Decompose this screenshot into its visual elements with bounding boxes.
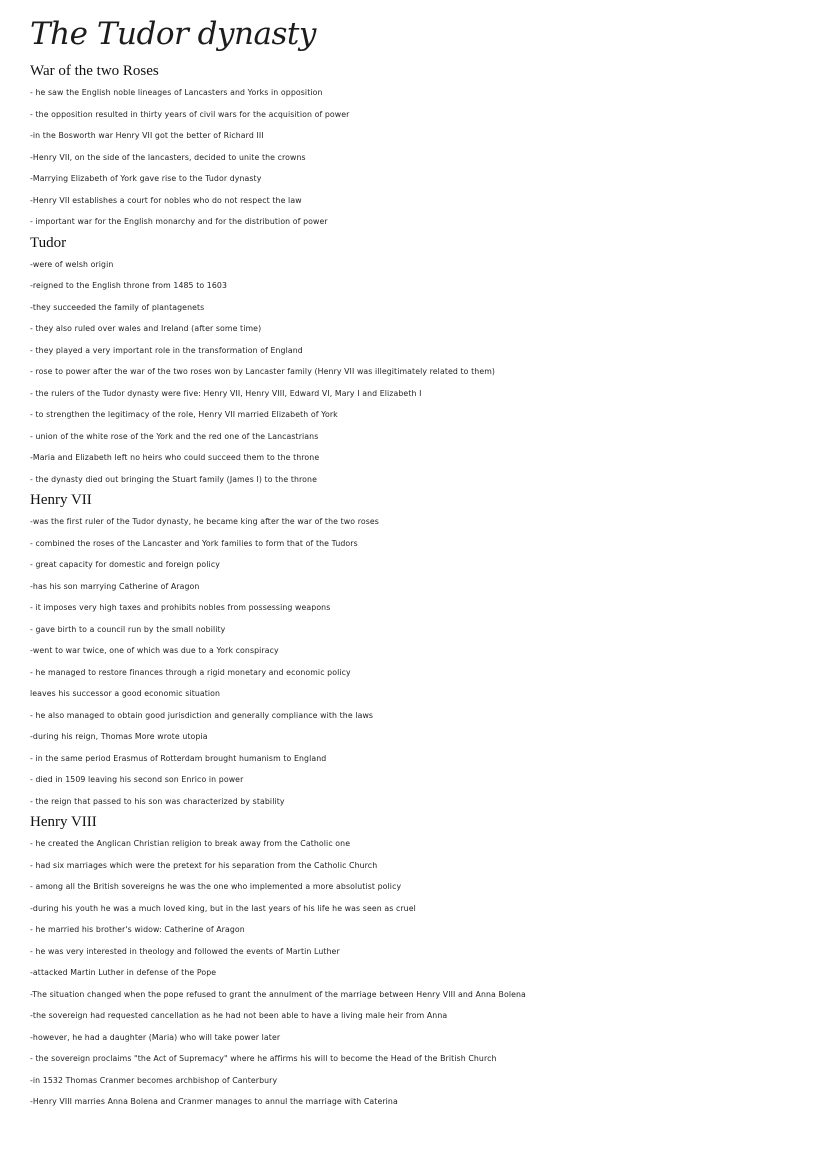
document-title: The Tudor dynasty	[30, 16, 316, 52]
note-line: - they played a very important role in the transformation of England	[30, 345, 303, 355]
note-line: - combined the roses of the Lancaster and York families to form that of the Tudors	[30, 538, 358, 548]
note-line: - rose to power after the war of the two roses won by Lancaster family (Henry VII was illegitimately related to them)	[30, 367, 496, 376]
note-line: -attacked Martin Luther in defense of the Pope	[30, 968, 217, 977]
section	[30, 61, 828, 233]
note-line: -The situation changed when the pope refused to grant the annulment of the marriage between Henry VIII and Anna Bolena	[30, 989, 526, 999]
note-line: - important war for the English monarchy and for the distribution of power	[30, 217, 328, 226]
note-line: - he also managed to obtain good jurisdiction and generally compliance with the laws	[30, 710, 374, 720]
note-line: -was the first ruler of the Tudor dynasty, he became king after the war of the two roses	[30, 517, 379, 526]
note-line: -during his reign, Thomas More wrote utopia	[30, 732, 208, 741]
section-heading: War of the two Roses	[30, 63, 159, 79]
section	[30, 812, 828, 1113]
note-line: - had six marriages which were the pretext for his separation from the Catholic Church	[30, 860, 378, 870]
note-line: -Maria and Elizabeth left no heirs who could succeed them to the throne	[30, 453, 320, 462]
note-line: -in 1532 Thomas Cranmer becomes archbishop of Canterbury	[30, 1075, 278, 1085]
note-line: - among all the British sovereigns he was the one who implemented a more absolutist policy	[30, 882, 402, 891]
note-line: -Henry VIII marries Anna Bolena and Cranmer manages to annul the marriage with Caterina	[30, 1097, 398, 1106]
note-line: - it imposes very high taxes and prohibits nobles from possessing weapons	[30, 603, 331, 612]
note-line: leaves his successor a good economic situation	[30, 689, 221, 698]
note-line: - he managed to restore finances through a rigid monetary and economic policy	[30, 667, 351, 677]
note-line: - he was very interested in theology and followed the events of Martin Luther	[30, 946, 340, 956]
note-line: -Henry VII, on the side of the lancasters, decided to unite the crowns	[30, 152, 306, 162]
note-line: -reigned to the English throne from 1485 to 1603	[30, 281, 228, 290]
note-line: - the rulers of the Tudor dynasty were five: Henry VII, Henry VIII, Edward VI, Mary I and Elizabeth I	[30, 388, 422, 398]
note-line: - he saw the English noble lineages of Lancasters and Yorks in opposition	[30, 88, 323, 97]
note-line: -Henry VII establishes a court for nobles who do not respect the law	[30, 195, 302, 205]
note-line: -went to war twice, one of which was due to a York conspiracy	[30, 646, 279, 655]
note-line: - union of the white rose of the York and the red one of the Lancastrians	[30, 431, 319, 441]
note-line: -they succeeded the family of plantagenets	[30, 302, 205, 312]
section-heading: Henry VIII	[30, 814, 97, 830]
note-line: - he married his brother's widow: Catherine of Aragon	[30, 925, 245, 934]
note-line: - gave birth to a council run by the small nobility	[30, 624, 226, 634]
note-line: - great capacity for domestic and foreign policy	[30, 560, 220, 569]
section	[30, 233, 828, 491]
note-line: - died in 1509 leaving his second son Enrico in power	[30, 775, 244, 784]
note-line: -Marrying Elizabeth of York gave rise to the Tudor dynasty	[30, 174, 262, 183]
note-line: -however, he had a daughter (Maria) who will take power later	[30, 1032, 281, 1042]
note-line: -were of welsh origin	[30, 259, 114, 269]
note-line: - they also ruled over wales and Ireland (after some time)	[30, 324, 262, 333]
note-line: - he created the Anglican Christian religion to break away from the Catholic one	[30, 839, 351, 848]
note-line: - the sovereign proclaims "the Act of Supremacy" where he affirms his will to become the Head of the British Church	[30, 1054, 497, 1063]
section-heading: Tudor	[30, 234, 67, 251]
notes-body	[30, 61, 828, 1113]
note-line: -the sovereign had requested cancellation as he had not been able to have a living male heir from Anna	[30, 1011, 448, 1020]
note-line: - the opposition resulted in thirty years of civil wars for the acquisition of power	[30, 109, 350, 119]
note-line: - to strengthen the legitimacy of the role, Henry VII married Elizabeth of York	[30, 410, 338, 419]
note-line: - the dynasty died out bringing the Stuart family (James I) to the throne	[30, 474, 317, 484]
note-line: -during his youth he was a much loved king, but in the last years of his life he was seen as cruel	[30, 903, 416, 913]
note-line: - in the same period Erasmus of Rotterdam brought humanism to England	[30, 753, 327, 763]
note-line: -in the Bosworth war Henry VII got the better of Richard III	[30, 131, 264, 140]
section	[30, 490, 828, 812]
section-heading: Henry VII	[30, 492, 92, 508]
note-line: -has his son marrying Catherine of Aragon	[30, 581, 200, 591]
note-line: - the reign that passed to his son was characterized by stability	[30, 796, 285, 806]
